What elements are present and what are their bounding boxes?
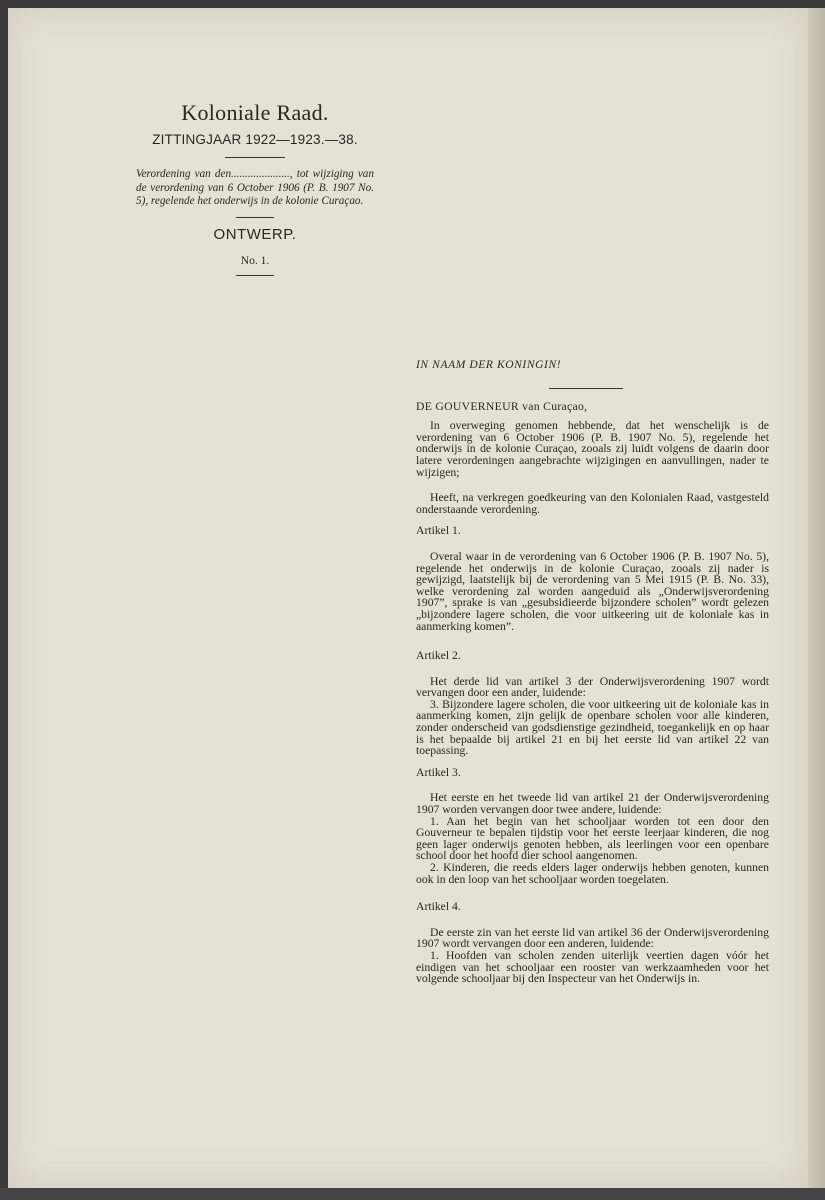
invocation: IN NAAM DER KONINGIN! — [416, 359, 562, 371]
article-3-heading: Artikel 3. — [416, 765, 461, 779]
session-year: ZITTINGJAAR 1922—1923.—38. — [152, 132, 358, 147]
ordinance-body — [416, 360, 769, 985]
consideration-paragraph: In overweging genomen hebbende, dat het wenschelijk is de verordening van 6 October 1906 (P. B. 1907 No. 5), regelende het onderwijs in de kolonie Curaçao, zooals zij luidt volgens de daarin door latere verordeningen aangebrachte wijzigingen en aanvullingen, nader te wijzigen; — [416, 419, 769, 479]
header-rule-3 — [236, 275, 274, 276]
article-4-paragraph: 1. Hoofden van scholen zenden uiterlijk veertien dagen vóór het eindigen van het schooljaar een rooster van werkzaamheden voor het volgende schooljaar bij den Inspecteur van het Onderwijs in. — [416, 948, 769, 986]
article-2-paragraph: Het derde lid van artikel 3 der Onderwijsverordening 1907 wordt vervangen door een ander, luidende: — [416, 674, 769, 700]
article-3-paragraph: Het eerste en het tweede lid van artikel 21 der Onderwijsverordening 1907 worden vervangen door twee andere, luidende: — [416, 791, 769, 817]
article-2-paragraph: 3. Bijzondere lagere scholen, die voor uitkeering uit de koloniale kas in aanmerking komen, zijn gelijk de openbare scholen voor alle kinderen, zonder onderscheid van godsdienstige gezindheid, toegankelijk en op haar is het bepaalde bij artikel 21 en bij het eerste lid van artikel 22 van toepassing. — [416, 697, 769, 758]
article-4-paragraph: De eerste zin van het eerste lid van artikel 36 der Onderwijsverordening 1907 wordt vervangen door een anderen, luidende: — [416, 925, 769, 951]
article-4-heading: Artikel 4. — [416, 900, 461, 914]
article-3-paragraph: 1. Aan het begin van het schooljaar worden tot een door den Gouverneur te bepalen tijdstip voor het eerste leerjaar kinderen, die nog geen lager onderwijs genoten hebben, als leerlingen voor een openbare school door het hoofd dier school aangenomen. — [416, 814, 769, 863]
draft-number: No. 1. — [240, 254, 270, 267]
article-1-paragraph: Overal waar in de verordening van 6 October 1906 (P. B. 1907 No. 5), regelende het onderwijs in de kolonie Curaçao, zooals zij nader is gewijzigd, laatstelijk bij de verordening van 5 Mei 1915 (P. B. No. 33), welke verordening zal worden aangeduid als „Onderwijsverordening 1907”, sprake is van „gesubsidieerde bijzondere scholen” wordt gelezen „bijzondere lagere scholen, die voor uitkeering uit de koloniale kas in aanmerking komen”. — [416, 549, 769, 633]
draft-label: ONTWERP. — [213, 225, 297, 243]
header-block — [130, 100, 380, 284]
governor-line: DE GOUVERNEUR van Curaçao, — [416, 399, 588, 413]
article-2-heading: Artikel 2. — [416, 649, 461, 663]
article-1-heading: Artikel 1. — [416, 524, 461, 538]
ordinance-title: Verordening van den....................., tot wijziging van de verordening van 6 October 1906 (P. B. 1907 No. 5), regelende het onderwijs in de kolonie Curaçao. — [136, 168, 374, 208]
article-3-paragraph: 2. Kinderen, die reeds elders lager onderwijs hebben genoten, kunnen ook in den loop van het schooljaar worden toegelaten. — [416, 861, 769, 886]
approval-paragraph: Heeft, na verkregen goedkeuring van den Kolonialen Raad, vastgesteld onderstaande verordening. — [416, 491, 769, 516]
page-edge — [808, 8, 825, 1188]
header-rule-2 — [236, 217, 274, 218]
body-divider — [549, 388, 623, 389]
header-rule — [225, 157, 285, 158]
document-title: Koloniale Raad. — [181, 100, 329, 125]
scan-border — [0, 1188, 825, 1200]
